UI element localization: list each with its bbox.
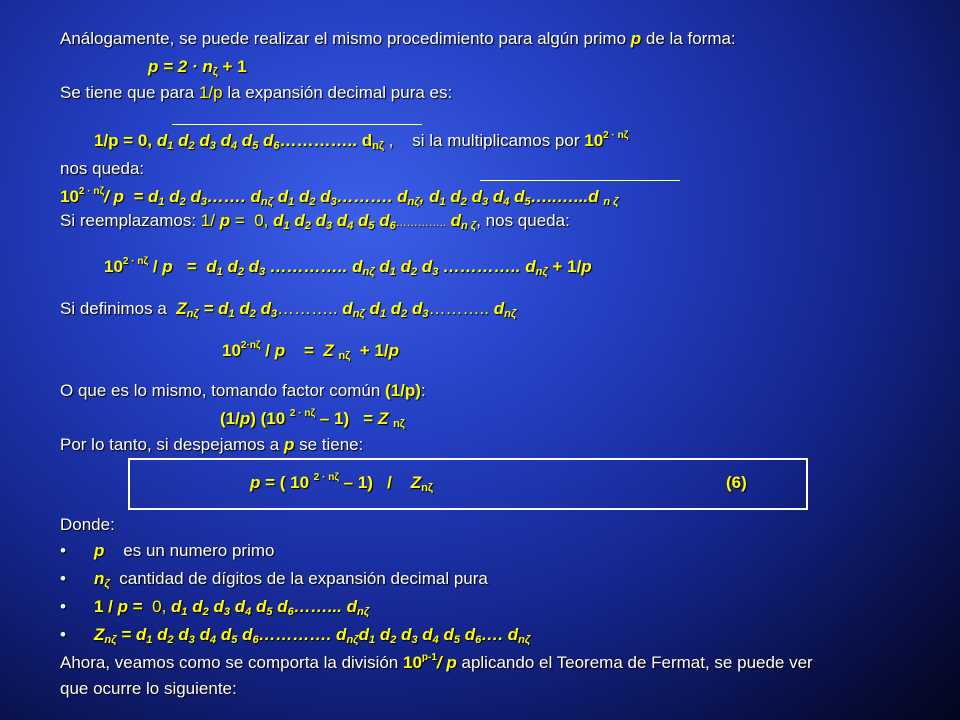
bullet-3-marker: • — [60, 597, 66, 616]
equation-10-over-p: $10^{2 \cdot n\zeta} / p = d_1$ $d_2$ $d_3$ ………….. $d_{n\zeta}$ $d_1$ $d_2$ $d_3$ ………….. $d_{n\zeta} + 1/p$ — [104, 256, 592, 278]
bullet-3: 1 / p = 0, $d_1$ $d_2$ $d_3$ $d_4$ $d_5$ $d_6\dots\dots$... $d_{n\zeta}$ — [94, 597, 370, 618]
factor-comun-line: O que es lo mismo, tomando factor común (1/p): — [60, 381, 426, 400]
period-overline-1 — [172, 124, 422, 125]
equation-factored: (1/p) (10 $^{2 \cdot n\zeta}$ – 1) = Z $_{n\zeta}$ — [220, 408, 405, 430]
ahora-line: Ahora, veamos como se comporta la división 10$^{p-1}$/ p aplicando el Teorema de Fermat, se puede ver — [60, 652, 813, 672]
nos-queda-line: nos queda: — [60, 159, 145, 178]
equation-number: (6) — [726, 473, 747, 492]
result-box — [128, 458, 808, 510]
intro-end: de la forma: — [645, 29, 736, 48]
bullet-4-marker: • — [60, 625, 66, 644]
equation-z: $10^{2\cdot n\zeta}$ / p = Z $_{n\zeta}$ + 1/p — [222, 340, 399, 362]
multiplied-expansion: $10^{2 \cdot n\zeta}/$ $p = d_1$ $d_2$ $d_3\dots\dots$. $d_{n\zeta}$ $d_1$ $d_2$ $d_3\dots\dots\dots$. $d_{n\zeta}$, $d_1$ $d_2$ $d_3$ $d_4$ $d_5\dots..\dots...d$ $_{n \zeta}$ — [60, 186, 619, 208]
one-over-p: 1/p — [198, 83, 223, 102]
form-formula: $p = 2 \cdot n_\zeta + 1$ — [148, 57, 247, 78]
intro-text: Análogamente, se puede realizar el mismo procedimiento para algún primo — [60, 29, 627, 48]
bullet-2: $n_\zeta$ cantidad de dígitos de la expansión decimal pura — [94, 569, 488, 590]
definimos-line: Si definimos a $Z_{n\zeta} = d_1$ $d_2$ $d_3\dots\dots\dots$.. $d_{n\zeta}$ $d_1$ $d_2$ $d_3\dots\dots\dots$.. $d_{n\zeta}$ — [60, 299, 517, 320]
expansion-intro: Se tiene que para 1/p la expansión decimal pura es: — [60, 83, 453, 102]
intro-p: p — [630, 29, 642, 48]
bullet-1-marker: • — [60, 541, 66, 560]
donde-label: Donde: — [60, 515, 115, 534]
despejamos-line: Por lo tanto, si despejamos a p se tiene: — [60, 435, 364, 454]
bullet-1: p es un numero primo — [94, 541, 275, 560]
que-ocurre-line: que ocurre lo siguiente: — [60, 679, 237, 698]
result-equation: p = ( 10 $^{2 \cdot n\zeta}$ – 1) / $Z_{n\zeta}$ — [250, 472, 433, 494]
bullet-2-marker: • — [60, 569, 66, 588]
reemplazamos-line: Si reemplazamos: 1/ p = 0, $d_1$ $d_2$ $d_3$ $d_4$ $d_5$ $d_6\dots\dots\dots\dots$.. $d_{n \zeta}$, nos queda: — [60, 211, 570, 232]
decimal-expansion-line: 1/p = 0, $d_1$ $d_2$ $d_3$ $d_4$ $d_5$ $d_6\dots\dots\dots\dots$.. $d_{n\zeta}$ , si la multiplicamos por $10^{2 \cdot n\zeta}$ — [94, 130, 629, 152]
period-overline-2 — [480, 180, 680, 181]
intro-line — [60, 28, 736, 50]
bullet-4: $Z_{n\zeta} = d_1$ $d_2$ $d_3$ $d_4$ $d_5$ $d_6\dots\dots\dots\dots$. $d_{n\zeta}d_1$ $d_2$ $d_3$ $d_4$ $d_5$ $d_6\dots$. $d_{n\zeta}$ — [94, 625, 531, 646]
